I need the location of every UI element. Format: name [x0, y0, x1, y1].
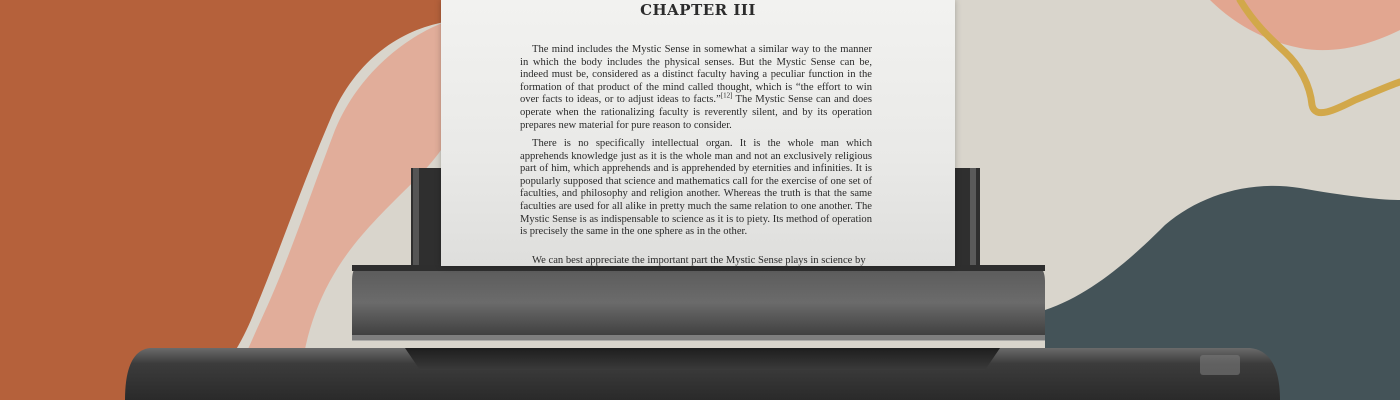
- paragraph-2: There is no specifically intellectual organ. It is the whole man which apprehends knowledge just as it is the whole man and not an exclusively religious part of him, which apprehends and is apprehended by eternities and infinities. It is popularly supposed that science and mathematics call for the exercise of one set of faculties, and philosophy and religion another. Whereas the truth is that the same faculties are used for all alike in pretty much the same relation to one another. The Mystic Sense is as indispensable to science as it is to piety. Its method of operation is precisely the same in the one sphere as in the other.: [520, 138, 872, 238]
- printed-page: [441, 0, 955, 266]
- footnote-marker: [12]: [720, 91, 733, 100]
- chapter-title: CHAPTER III: [640, 1, 756, 19]
- paragraph-1-text: The mind includes the Mystic Sense in somewhat a similar way to the manner in which the body includes the physical senses. But the Mystic Sense can be, indeed must be, considered as a distinct faculty having a peculiar function in the formation of that product of the mind called thought, which is “the effort to win over facts to ideas, or to adjust ideas to facts.”: [520, 44, 872, 106]
- printer-output-slot: [405, 348, 1000, 370]
- paragraph-1: [520, 44, 872, 132]
- printer-top-panel: [352, 265, 1045, 340]
- paragraph-1-text-cont: The Mystic Sense can and does operate when the rationalizing faculty is reverently silent, and by its operation prepares new material for pure reason to consider.: [520, 94, 872, 131]
- paper-guide-right: [955, 168, 980, 268]
- paragraph-3: We can best appreciate the important part the Mystic Sense plays in science by: [532, 255, 866, 266]
